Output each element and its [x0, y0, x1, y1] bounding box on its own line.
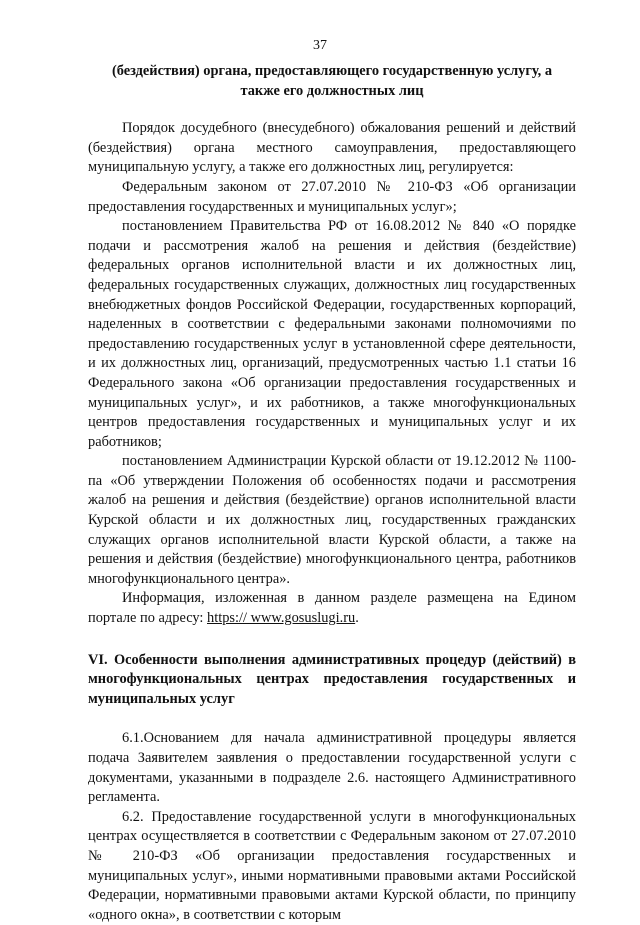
paragraph-portal-info	[88, 589, 576, 628]
section-vi-heading: VI. Особенности выполнения административных процедур (действий) в многофункциональных центрах предоставления государственных и муниципальных услуг	[88, 651, 576, 707]
portal-info-text: Информация, изложенная в данном разделе размещена на Едином портале по адресу:	[88, 590, 576, 627]
paragraph-government-resolution: постановлением Правительства РФ от 16.08.2012 № 840 «О порядке подачи и рассмотрения жалоб на решения и действия (бездействие) федеральных органов исполнительной власти и их должностных лиц, федеральных государственных служащих, должностных лиц государственных внебюджетных фондов Российской Федерации, государственных корпораций, наделенных в соответствии с федеральными законами полномочиями по предоставлению государственных услуг в установленной сфере деятельности, и их должностных лиц, организаций, предусмотренных частью 1.1 статьи 16 Федерального закона «Об организации предоставления государственных и муниципальных услуг», и их работников, а также многофункциональных центров предоставления государственных и муниципальных услуг и их работников;	[88, 218, 576, 450]
paragraph-federal-law: Федеральным законом от 27.07.2010 № 210-ФЗ «Об организации предоставления государственных и муниципальных услуг»;	[88, 178, 576, 215]
section-heading-continuation	[88, 62, 576, 101]
paragraph-kursk-resolution: постановлением Администрации Курской области от 19.12.2012 № 1100-па «Об утверждении Положения об особенностях подачи и рассмотрения жалоб на решения и действия (бездействие) органов исполнительной власти Курской области и их должностных лиц, государственных гражданских служащих органов исполнительной власти Курской области, а также на решения и действия (бездействие) многофункционального центра, работников многофункционального центра».	[88, 453, 576, 587]
heading-line-2: также его должностных лиц	[240, 82, 424, 99]
page-content	[88, 62, 576, 925]
paragraph-6-1: 6.1.Основанием для начала административной процедуры является подача Заявителем заявления о предоставлении государственной услуги с документами, указанными в подразделе 2.6. настоящего Административного регламента.	[88, 730, 576, 806]
heading-line-1: (бездействия) органа, предоставляющего государственную услугу, а	[111, 63, 553, 79]
portal-info-tail: .	[355, 610, 359, 627]
paragraph-6-2: 6.2. Предоставление государственной услуги в многофункциональных центрах осуществляется в соответствии с Федеральным законом от 27.07.2010 № 210-ФЗ «Об организации предоставления государственных и муниципальных услуг», иными нормативными правовыми актами Российской Федерации, нормативными правовыми актами Курской области, по принципу «одного окна», в соответствии с которым	[88, 808, 576, 923]
gosuslugi-link[interactable]: https:// www.gosuslugi.ru	[207, 610, 356, 627]
page-number: 37	[313, 38, 327, 53]
paragraph-appeal-procedure: Порядок досудебного (внесудебного) обжалования решений и действий (бездействия) органа местного самоуправления, предоставляющего муниципальную услугу, а также его должностных лиц, регулируется:	[88, 120, 576, 176]
